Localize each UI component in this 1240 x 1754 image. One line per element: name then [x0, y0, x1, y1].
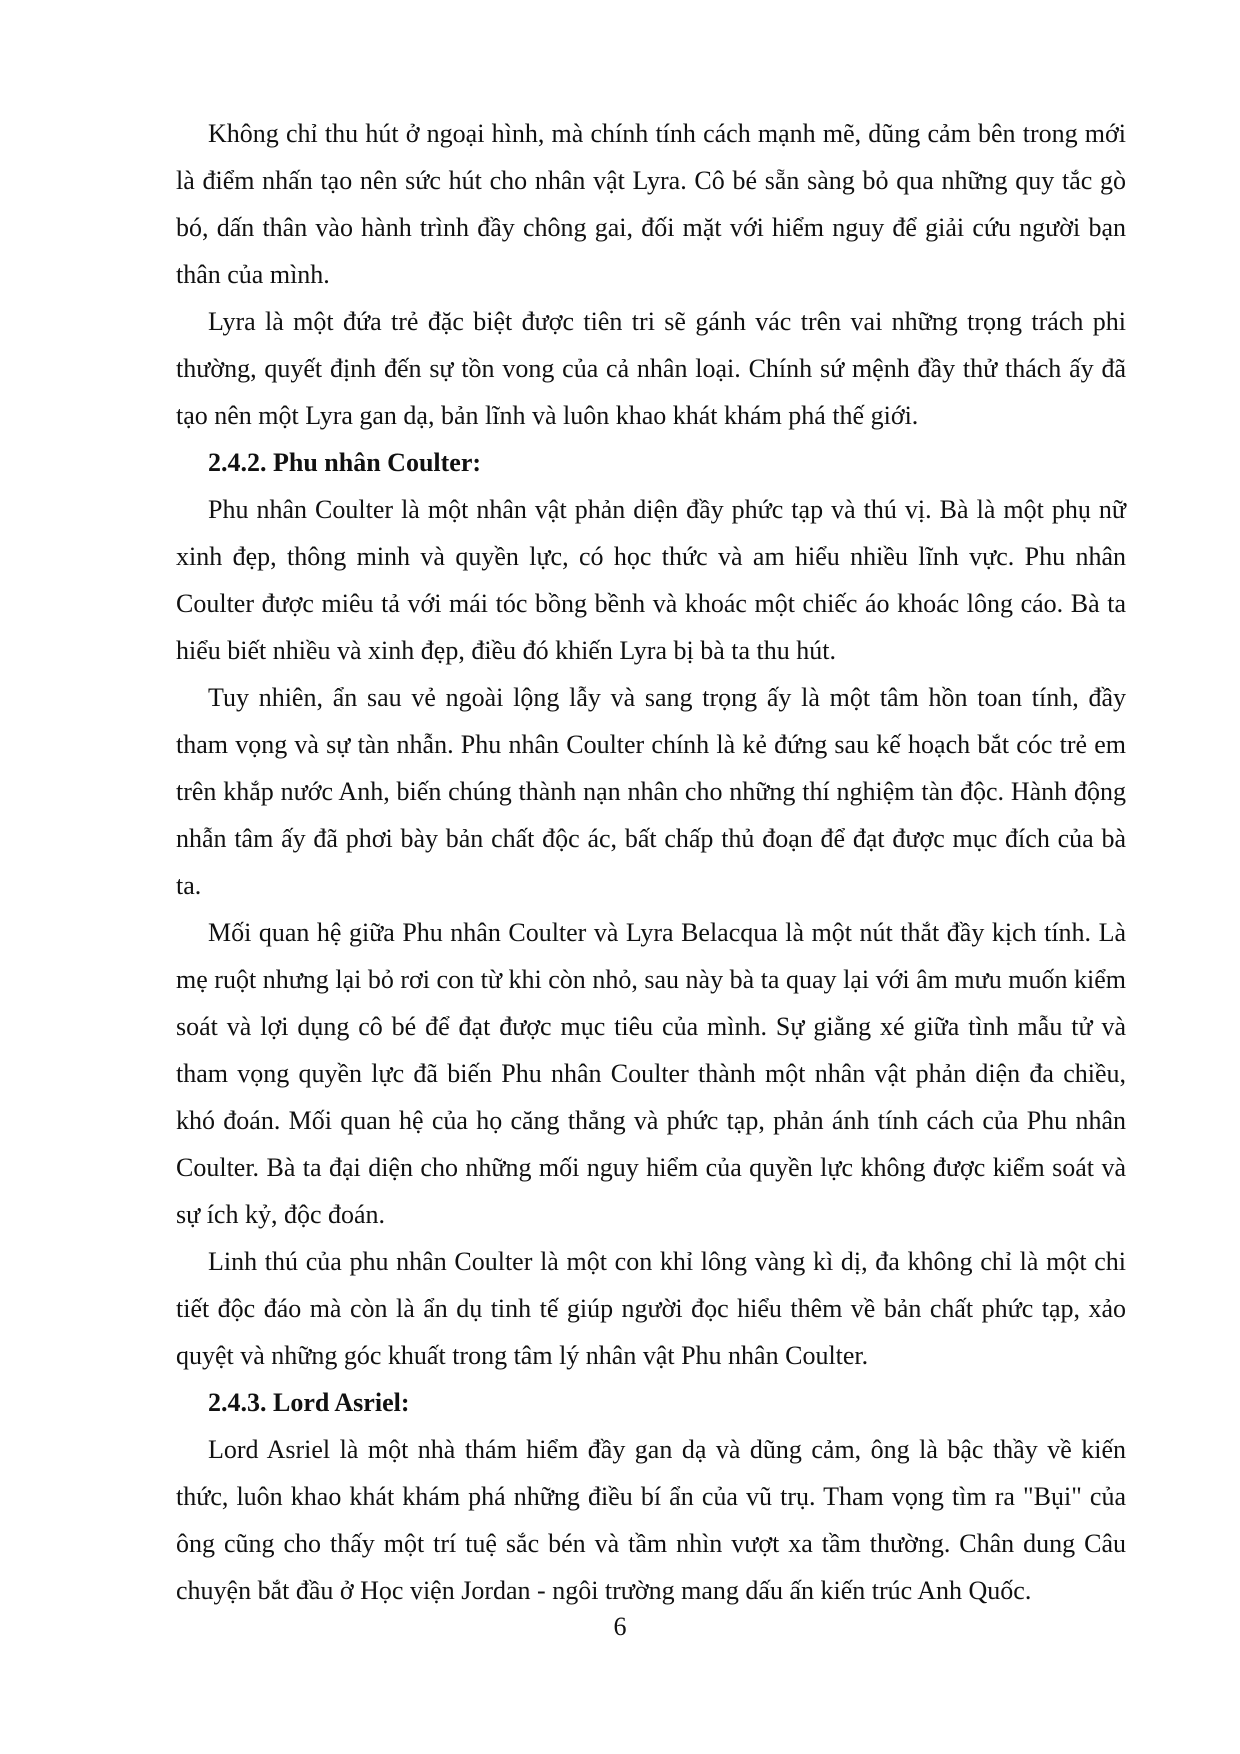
page-number: 6 [613, 1612, 627, 1641]
paragraph-lyra-prophecy: Lyra là một đứa trẻ đặc biệt được tiên tri sẽ gánh vác trên vai những trọng trách phi thường, quyết định đến sự tồn vong của cả nhân loại. Chính sứ mệnh đầy thử thách ấy đã tạo nên một Lyra gan dạ, bản lĩnh và luôn khao khát khám phá thế giới. [176, 307, 1126, 430]
paragraph-coulter-ambition: Tuy nhiên, ẩn sau vẻ ngoài lộng lẫy và sang trọng ấy là một tâm hồn toan tính, đầy tham vọng và sự tàn nhẫn. Phu nhân Coulter chính là kẻ đứng sau kế hoạch bắt cóc trẻ em trên khắp nước Anh, biến chúng thành nạn nhân cho những thí nghiệm tàn độc. Hành động nhẫn tâm ấy đã phơi bày bản chất độc ác, bất chấp thủ đoạn để đạt được mục đích của bà ta. [176, 683, 1126, 900]
section-heading-asriel: 2.4.3. Lord Asriel: [208, 1388, 410, 1417]
paragraph-coulter-intro: Phu nhân Coulter là một nhân vật phản diện đầy phức tạp và thú vị. Bà là một phụ nữ xinh đẹp, thông minh và quyền lực, có học thức và am hiểu nhiều lĩnh vực. Phu nhân Coulter được miêu tả với mái tóc bồng bềnh và khoác một chiếc áo khoác lông cáo. Bà ta hiểu biết nhiều và xinh đẹp, điều đó khiến Lyra bị bà ta thu hút. [176, 495, 1126, 665]
paragraph-coulter-daemon: Linh thú của phu nhân Coulter là một con khỉ lông vàng kì dị, đa không chỉ là một chi tiết độc đáo mà còn là ẩn dụ tinh tế giúp người đọc hiểu thêm về bản chất phức tạp, xảo quyệt và những góc khuất trong tâm lý nhân vật Phu nhân Coulter. [176, 1247, 1126, 1370]
section-heading-coulter: 2.4.2. Phu nhân Coulter: [208, 448, 482, 477]
paragraph-lyra-personality: Không chỉ thu hút ở ngoại hình, mà chính tính cách mạnh mẽ, dũng cảm bên trong mới là điểm nhấn tạo nên sức hút cho nhân vật Lyra. Cô bé sẵn sàng bỏ qua những quy tắc gò bó, dấn thân vào hành trình đầy chông gai, đối mặt với hiểm nguy để giải cứu người bạn thân của mình. [176, 119, 1126, 289]
paragraph-coulter-relationship: Mối quan hệ giữa Phu nhân Coulter và Lyra Belacqua là một nút thắt đầy kịch tính. Là mẹ ruột nhưng lại bỏ rơi con từ khi còn nhỏ, sau này bà ta quay lại với âm mưu muốn kiểm soát và lợi dụng cô bé để đạt được mục tiêu của mình. Sự giằng xé giữa tình mẫu tử và tham vọng quyền lực đã biến Phu nhân Coulter thành một nhân vật phản diện đa chiều, khó đoán. Mối quan hệ của họ căng thẳng và phức tạp, phản ánh tính cách của Phu nhân Coulter. Bà ta đại diện cho những mối nguy hiểm của quyền lực không được kiểm soát và sự ích kỷ, độc đoán. [176, 918, 1126, 1229]
document-body [176, 110, 1126, 1614]
paragraph-asriel-intro: Lord Asriel là một nhà thám hiểm đầy gan dạ và dũng cảm, ông là bậc thầy về kiến thức, luôn khao khát khám phá những điều bí ẩn của vũ trụ. Tham vọng tìm ra "Bụi" của ông cũng cho thấy một trí tuệ sắc bén và tầm nhìn vượt xa tầm thường. Chân dung Câu chuyện bắt đầu ở Học viện Jordan - ngôi trường mang dấu ấn kiến trúc Anh Quốc. [176, 1435, 1126, 1605]
